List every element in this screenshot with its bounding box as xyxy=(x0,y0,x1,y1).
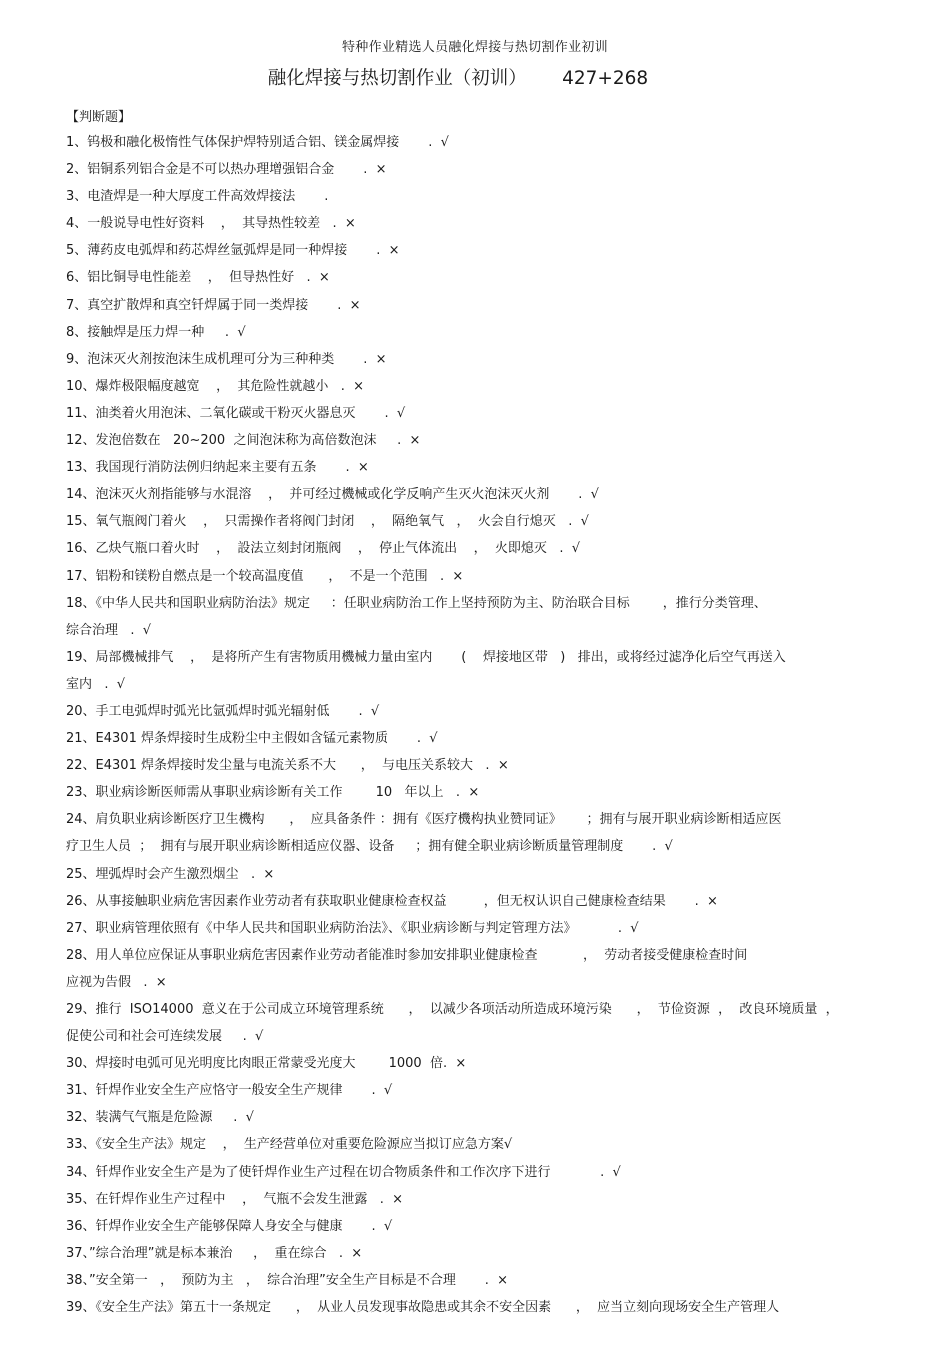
question-line: 16、乙炔气瓶口着火时 ， 設法立刻封闭瓶阀 ， 停止气体流出 ， 火即熄灭 . √ xyxy=(66,541,581,557)
question-line: 19、局部機械排气 ， 是将所产生有害物质用機械力量由室内 ( 焊接地区带 ) 排出，或将经过滤净化后空气再送入 xyxy=(66,649,786,665)
question-line: 35、在钎焊作业生产过程中 ， 气瓶不会发生泄露 . × xyxy=(66,1191,404,1207)
question-line: 20、手工电弧焊时弧光比氩弧焊时弧光辐射低 . √ xyxy=(66,703,380,719)
question-line: 22、E4301 焊条焊接时发尘量与电流关系不大 ， 与电压关系较大 . × xyxy=(66,758,509,774)
question-line: 11、油类着火用泡沫、二氧化碳或干粉灭火器息灭 . √ xyxy=(66,405,406,421)
question-line: 9、泡沫灭火剂按泡沫生成机理可分为三种种类 . × xyxy=(66,351,387,367)
question-line: 室内 . √ xyxy=(66,676,126,692)
question-line: 综合治理 . √ xyxy=(66,622,152,638)
question-line: 29、推行 ISO14000 意义在于公司成立环境管理系统 ， 以减少各项活动所造成环境污染 ， 节俭资源 ， 改良环境质量 ， xyxy=(66,1002,839,1017)
question-line: 4、一般说导电性好资料 ， 其导热性较差 . × xyxy=(66,216,356,232)
question-line: 14、泡沫灭火剂指能够与水混溶 ， 并可经过機械或化学反响产生灭火泡沫灭火剂 . √ xyxy=(66,487,599,503)
section-label: 【判断题】 xyxy=(66,110,132,125)
question-line: 疗卫生人员 ； 拥有与展开职业病诊断相适应仪器、设备 ；拥有健全职业病诊断质量管理制度 . √ xyxy=(66,839,673,855)
question-line: 38、”安全第一 ， 预防为主 ， 综合治理”安全生产目标是不合理 . × xyxy=(66,1272,509,1288)
question-line: 28、用人单位应保证从事职业病危害因素作业劳动者能准时参加安排职业健康检查 ， 劳动者接受健康检查时间 xyxy=(66,947,748,963)
question-line: 18、《中华人民共和国职业病防治法》规定 ：任职业病防治工作上坚持预防为主、防治联合目标 ，推行分类管理、 xyxy=(66,595,767,611)
question-line: 31、钎焊作业安全生产应恪守一般安全生产规律 . √ xyxy=(66,1083,393,1099)
question-line: 7、真空扩散焊和真空钎焊属于同一类焊接 . × xyxy=(66,297,361,313)
question-line: 36、钎焊作业安全生产能够保障人身安全与健康 . √ xyxy=(66,1218,393,1234)
question-line: 3、电渣焊是一种大厚度工件高效焊接法 . xyxy=(66,189,329,205)
question-line: 30、焊接时电弧可见光明度比肉眼正常蒙受光度大 1000 倍. × xyxy=(66,1056,467,1072)
question-list xyxy=(66,129,866,1321)
question-line: 8、接触焊是压力焊一种 . √ xyxy=(66,324,246,340)
question-line: 1、钨极和融化极惰性气体保护焊特别适合铝、镁金属焊接 . √ xyxy=(66,135,449,150)
question-line: 32、装满气气瓶是危险源 . √ xyxy=(66,1110,254,1126)
question-line: 13、我国现行消防法例归纳起来主要有五条 . × xyxy=(66,460,369,476)
question-line: 促使公司和社会可连续发展 . √ xyxy=(66,1029,264,1045)
question-line: 27、职业病管理依照有《中华人民共和国职业病防治法》、《职业病诊断与判定管理方法》 . √ xyxy=(66,920,639,936)
question-line: 34、钎焊作业安全生产是为了使钎焊作业生产过程在切合物质条件和工作次序下进行 . √ xyxy=(66,1164,621,1180)
question-line: 17、铝粉和镁粉自燃点是一个较高温度值 ， 不是一个范围 . × xyxy=(66,568,464,584)
question-line: 24、肩负职业病诊断医疗卫生機构 ， 应具备条件 ：拥有《医疗機构执业赞同证》 ；拥有与展开职业病诊断相适应医 xyxy=(66,812,782,828)
question-line: 15、氧气瓶阀门着火 ， 只需操作者将阀门封闭 ， 隔绝氧气 ， 火会自行熄灭 . √ xyxy=(66,514,589,530)
question-line: 37、”综合治理”就是标本兼治 ， 重在综合 . × xyxy=(66,1245,363,1261)
question-line: 23、职业病诊断医师需从事职业病诊断有关工作 10 年以上 . × xyxy=(66,785,480,801)
question-line: 33、《安全生产法》规定 ， 生产经营单位对重要危险源应当拟订应急方案√ xyxy=(66,1137,513,1153)
question-line: 12、发泡倍数在 20~200 之间泡沫称为高倍数泡沫 . × xyxy=(66,433,421,449)
question-line: 应视为告假 . × xyxy=(66,974,167,990)
question-line: 39、《安全生产法》第五十一条规定 ， 从业人员发现事故隐患或其余不安全因素 ， 应当立刻向现场安全生产管理人 xyxy=(66,1300,780,1316)
question-line: 2、铝铜系列铝合金是不可以热办理增强铝合金 . × xyxy=(66,162,387,178)
question-line: 25、埋弧焊时会产生激烈烟尘 . × xyxy=(66,866,275,882)
page-title: 融化焊接与热切割作业（初训） 427+268 xyxy=(267,68,649,89)
running-header: 特种作业精选人员融化焊接与热切割作业初训 xyxy=(341,40,608,55)
question-line: 21、E4301 焊条焊接时生成粉尘中主假如含锰元素物质 . √ xyxy=(66,731,438,747)
question-line: 10、爆炸极限幅度越宽 ， 其危险性就越小 . × xyxy=(66,378,365,394)
question-line: 5、薄药皮电弧焊和药芯焊丝氩弧焊是同一种焊接 . × xyxy=(66,243,400,259)
question-line: 26、从事接触职业病危害因素作业劳动者有获取职业健康检查权益 ，但无权认识自己健康检查结果 . × xyxy=(66,893,718,909)
question-line: 6、铝比铜导电性能差 ， 但导热性好 . × xyxy=(66,270,330,286)
